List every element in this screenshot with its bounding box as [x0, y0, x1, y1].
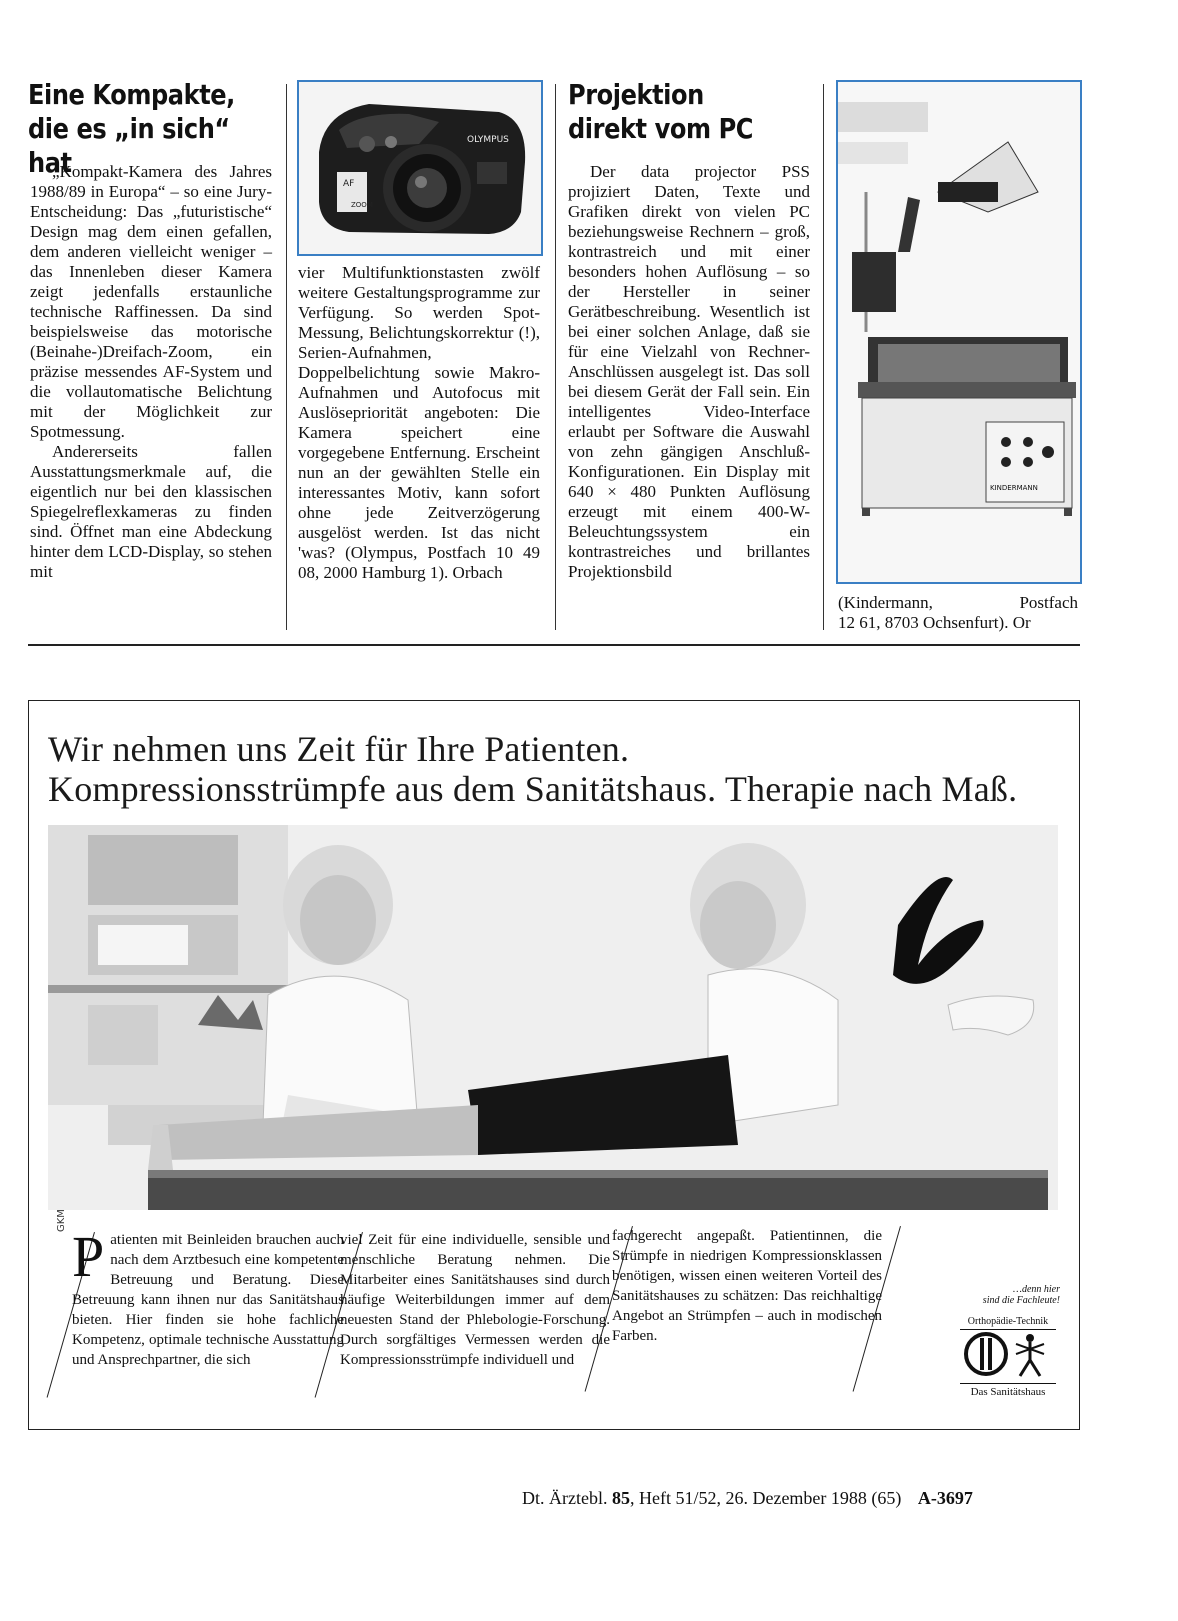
- footer-issue: , Heft 51/52, 26. Dezember 1988 (65): [629, 1488, 902, 1508]
- ad-tagline-line2: sind die Fachleute!: [982, 1295, 1060, 1306]
- page-footer: [522, 1488, 973, 1509]
- svg-text:AF: AF: [343, 179, 355, 189]
- ad-column-1: [72, 1224, 344, 1370]
- article1-headline-line1: Eine Kompakte,: [28, 78, 235, 111]
- ad-headline-2: Kompressionsstrümpfe aus dem Sanitätshaus. Therapie nach Maß.: [48, 769, 1018, 809]
- ad-logo-block: [956, 1284, 1060, 1306]
- camera-illustration: [299, 82, 541, 254]
- ad-logo: [960, 1316, 1056, 1398]
- camera-brand-label: OLYMPUS: [467, 135, 509, 145]
- ad-photo: [48, 825, 1058, 1210]
- ad-logo-top-text: Orthopädie-Technik: [960, 1316, 1056, 1330]
- footer-volume: 85: [611, 1488, 630, 1508]
- article2-column: [568, 162, 810, 582]
- camera-photo: [297, 80, 543, 256]
- projector-brand-label: KINDERMANN: [990, 484, 1038, 492]
- article2-body: Der data projector PSS projiziert Daten, Texte und Grafiken direkt von vielen PC beziehungsweise Rechnern – groß, kontrastreich und mit einer besonders hohen Auflösung – so der Hersteller in seiner Gerätbeschreibung. Wesentlich ist bei einer solchen Anlage, daß sie für eine Vielzahl von Rechner-Anschlüssen ausgelegt ist. Das soll bei diesem Gerät der Fall sein. Ein intelligentes Video-Interface erlaubt per Software die Auswahl von zehn gängigen Anschluß-Konfigurationen. Ein Display mit 640 × 480 Punkten Auflösung erzeugt mit einem 400-W-Beleuchtungssystem ein kontrastreiches und brillantes Projektionsbild: [568, 162, 810, 581]
- ad-tagline-line1: …denn hier: [1013, 1284, 1060, 1295]
- camera-zoom-label: ZOOM: [351, 201, 373, 209]
- ad-agency-mark: GKM: [56, 1209, 67, 1232]
- article2-caption-line2: 12 61, 8703 Ochsenfurt). Or: [838, 613, 1031, 632]
- article2-headline-line2: direkt vom PC: [568, 112, 754, 145]
- article2-caption: [838, 593, 1078, 633]
- column-divider-3: [823, 84, 824, 630]
- article1-column-1: [30, 162, 272, 582]
- article1-paragraph-1: „Kompakt-Kamera des Jahres 1988/89 in Europa“ – so eine Jury-Entscheidung: Das „futuristische“ Design mag dem einen gefallen, dem anderen vielleicht weniger – das Innenleben dieser Kamera zeigt jedenfalls erstaunliche technische Raffinessen. Da sind beispielsweise das motorische (Beinahe-)Dreifach-Zoom, ein präzise messendes AF-System und die vollautomatische Belichtung mit der Möglichkeit zur Spotmessung.: [30, 162, 272, 441]
- article1-paragraph-2: Andererseits fallen Ausstattungsmerkmale auf, die eigentlich nur bei den klassischen Spiegelreflexkameras zu finden sind. Öffnet man eine Abdeckung hinter dem LCD-Display, so stehen mit: [30, 442, 272, 581]
- article1-headline-line2: die es „in sich“ hat: [28, 112, 230, 179]
- ad-column-3: [612, 1226, 882, 1346]
- column-divider-2: [555, 84, 556, 630]
- projector-illustration: [838, 82, 1080, 582]
- ad-column-1-text: atienten mit Beinleiden brauchen auch nach dem Arztbesuch eine kompetente Betreuung und Beratung. Diese Betreuung kann ihnen nur das Sanitätshaus bieten. Hier finden sie hohe fachliche Kompetenz, optimale technische Ausstattung und Ansprechpartner, die sich: [72, 1232, 344, 1368]
- ad-headline-1: Wir nehmen uns Zeit für Ihre Patienten.: [48, 729, 630, 769]
- article2-headline-line1: Projektion: [568, 78, 704, 111]
- ad-drop-cap: P: [72, 1224, 105, 1289]
- article2-caption-line1: (Kindermann, Postfach: [838, 593, 1078, 612]
- footer-page-number: A-3697: [917, 1488, 973, 1508]
- footer-journal: Dt. Ärztebl.: [522, 1488, 608, 1508]
- ad-column-3-text: fachgerecht angepaßt. Patientinnen, die Strümpfe in niedrigen Kompressionsklassen benötigen, wissen einen weiteren Vorteil des Sanitätshauses zu schätzen: Das reichhaltige Angebot an Strümpfen – auch in modischen Farben.: [612, 1228, 882, 1344]
- ad-column-2-text: viel Zeit für eine individuelle, sensible und menschliche Beratung nehmen. Die Mitarbeiter eines Sanitätshauses sind durch häufige Weiterbildungen immer auf dem neuesten Stand der Phlebologie-Forschung. Durch sorgfältiges Vermessen werden die Kompressionsstrümpfe individuell und: [340, 1232, 610, 1368]
- article2-headline: [568, 78, 792, 146]
- article1-column-2-text: vier Multifunktionstasten zwölf weitere Gestaltungsprogramme zur Verfügung. So werden Spot-Messung, Belichtungskorrektur (!), Serien-Aufnahmen, Doppelbelichtung sowie Makro-Aufnahmen und Autofocus mit Auslösepriorität angeboten: Die Kamera speichert eine vorgegebene Entfernung. Erscheint nun an der gewählten Stelle ein interessantes Motiv, kann sofort ohne jede Zeitverzögerung ausgelöst werden. Ist das nicht 'was? (Olympus, Postfach 10 49 08, 2000 Hamburg 1). Orbach: [298, 263, 540, 582]
- projector-photo: [836, 80, 1082, 584]
- sanitaetshaus-emblem-icon: [960, 1330, 1056, 1378]
- column-divider-1: [286, 84, 287, 630]
- ad-column-2: [340, 1230, 610, 1370]
- ad-logo-bottom-text: Das Sanitätshaus: [960, 1383, 1056, 1398]
- ad-photo-illustration: [48, 825, 1058, 1210]
- article1-column-2: [298, 263, 540, 583]
- section-divider: [28, 644, 1080, 646]
